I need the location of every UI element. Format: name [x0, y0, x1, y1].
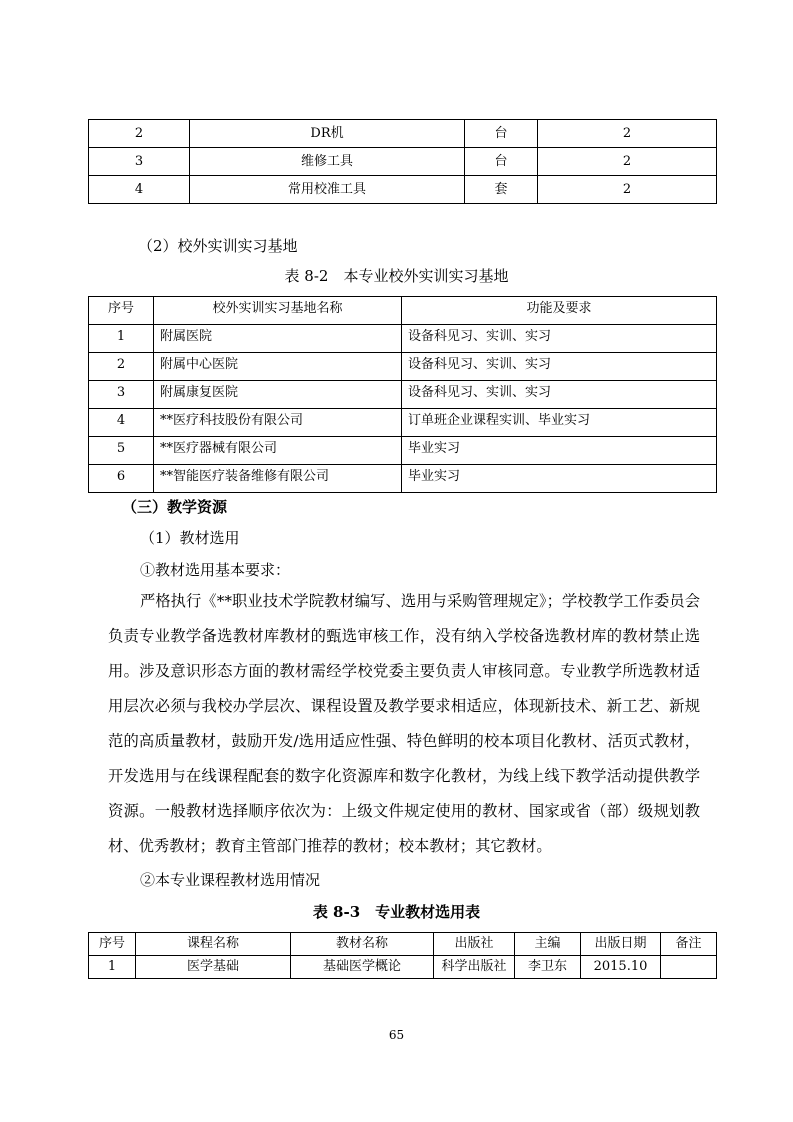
header-cell: 功能及要求: [402, 297, 717, 325]
table-cell: 毕业实习: [402, 437, 717, 465]
table-cell: 毕业实习: [402, 465, 717, 493]
table-cell: 医学基础: [136, 956, 291, 979]
table-cell: 附属中心医院: [154, 353, 402, 381]
table-cell: 4: [89, 409, 154, 437]
table-cell: 1: [89, 325, 154, 353]
table-row: [89, 409, 717, 437]
header-cell: 出版社: [434, 933, 515, 956]
table-cell: [661, 956, 717, 979]
table-row: [89, 176, 717, 204]
table-cell: DR机: [190, 120, 465, 148]
table-cell: 基础医学概论: [291, 956, 434, 979]
table-cell: **医疗器械有限公司: [154, 437, 402, 465]
table-caption-8-3: 表 8-3 专业教材选用表: [312, 903, 481, 921]
table-row: [89, 353, 717, 381]
header-cell: 出版日期: [581, 933, 661, 956]
header-cell: 序号: [89, 933, 136, 956]
table-row: [89, 956, 717, 979]
table-row: [89, 465, 717, 493]
table-cell: 1: [89, 956, 136, 979]
table-cell: 李卫东: [515, 956, 581, 979]
table-cell: 常用校准工具: [190, 176, 465, 204]
header-cell: 序号: [89, 297, 154, 325]
table-cell: 维修工具: [190, 148, 465, 176]
subheading-basic-requirements: ①教材选用基本要求：: [140, 561, 291, 579]
table-row: [89, 120, 717, 148]
table-cell: 附属康复医院: [154, 381, 402, 409]
table-row: [89, 148, 717, 176]
table-cell: 4: [89, 176, 190, 204]
table-cell: 附属医院: [154, 325, 402, 353]
header-cell: 校外实训实习基地名称: [154, 297, 402, 325]
table-cell: 订单班企业课程实训、毕业实习: [402, 409, 717, 437]
header-cell: 教材名称: [291, 933, 434, 956]
table-cell: 套: [465, 176, 538, 204]
table-cell: 2: [89, 353, 154, 381]
offsite-bases-table: [88, 296, 717, 493]
table-cell: 6: [89, 465, 154, 493]
table-cell: 设备科见习、实训、实习: [402, 353, 717, 381]
table-cell: 台: [465, 120, 538, 148]
table-cell: 5: [89, 437, 154, 465]
table-cell: 设备科见习、实训、实习: [402, 325, 717, 353]
table-cell: **医疗科技股份有限公司: [154, 409, 402, 437]
table-cell: 设备科见习、实训、实习: [402, 381, 717, 409]
table-cell: 台: [465, 148, 538, 176]
page-content: [0, 119, 793, 979]
table-cell: 3: [89, 381, 154, 409]
table-cell: 2: [538, 148, 717, 176]
textbook-selection-table: [88, 932, 717, 979]
subheading-textbook-selection: （1）教材选用: [140, 529, 240, 547]
table-cell: 2: [538, 120, 717, 148]
subheading-course-textbooks: ②本专业课程教材选用情况: [140, 871, 321, 889]
table-cell: 2015.10: [581, 956, 661, 979]
table-header-row: [89, 933, 717, 956]
table-cell: 科学出版社: [434, 956, 515, 979]
equipment-table: [88, 119, 717, 204]
page-number: 65: [388, 1028, 405, 1042]
table-cell: 3: [89, 148, 190, 176]
table-row: [89, 381, 717, 409]
table-caption-8-2: 表 8-2 本专业校外实训实习基地: [284, 267, 509, 285]
table-row: [89, 437, 717, 465]
table-row: [89, 325, 717, 353]
table-cell: **智能医疗装备维修有限公司: [154, 465, 402, 493]
header-cell: 课程名称: [136, 933, 291, 956]
section-heading-offsite-bases: （2）校外实训实习基地: [138, 237, 298, 255]
table-cell: 2: [538, 176, 717, 204]
header-cell: 备注: [661, 933, 717, 956]
section-heading-teaching-resources: （三）教学资源: [122, 498, 228, 516]
requirements-paragraph: 严格执行《**职业技术学院教材编写、选用与采购管理规定》；学校教学工作委员会负责专业教学备选教材库教材的甄选审核工作，没有纳入学校备选教材库的教材禁止选用。涉及意识形态方面的教材需经学校党委主要负责人审核同意。专业教学所选教材适用层次必须与我校办学层次、课程设置及教学要求相适应，体现新技术、新工艺、新规范的高质量教材，鼓励开发/选用适应性强、特色鲜明的校本项目化教材、活页式教材，开发选用与在线课程配套的数字化资源库和数字化教材，为线上线下教学活动提供教学资源。一般教材选择顺序依次为：上级文件规定使用的教材、国家或省（部）级规划教材、优秀教材；教育主管部门推荐的教材；校本教材；其它教材。: [108, 592, 700, 855]
header-cell: 主编: [515, 933, 581, 956]
table-cell: 2: [89, 120, 190, 148]
